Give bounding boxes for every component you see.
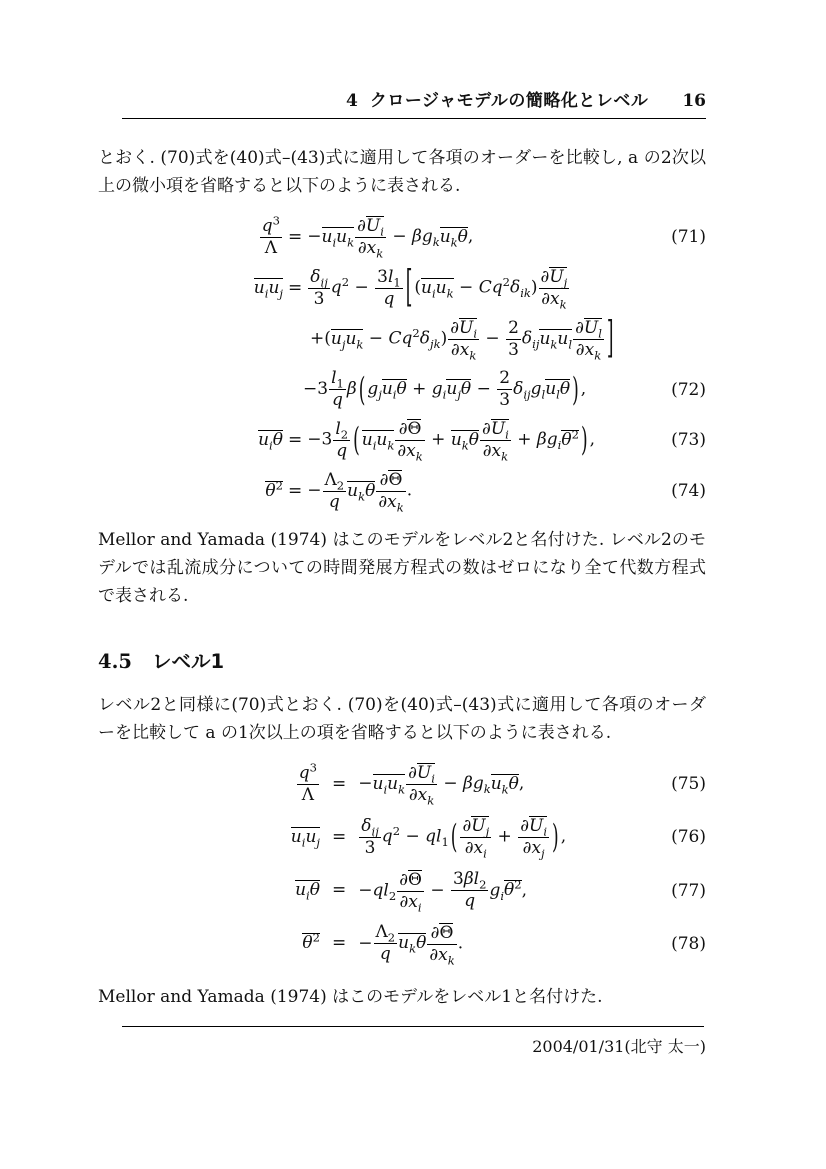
equation-lhs: $u_i\theta$ [258, 429, 283, 453]
equals-sign: = [288, 480, 303, 501]
equation-rhs: $-u_iu_k$ $\frac{\partial U_i}{\partial x_k}$ − $\beta g_ku_k\theta$, [307, 216, 474, 261]
page-number: 16 [682, 91, 706, 111]
equation-number: (73) [671, 430, 706, 451]
equation-number: (72) [671, 379, 706, 400]
equation-lhs: $\theta^2$ [302, 930, 320, 954]
equation-rhs: − $\frac{\Lambda_2}{q}$ $u_k\theta$ $\frac{\partial\Theta}{\partial x_k}$ . [307, 469, 413, 515]
section-heading-title: レベル1 [151, 650, 225, 674]
equation-number: (77) [671, 880, 706, 901]
running-head [98, 86, 706, 111]
equals-sign: = [288, 226, 303, 247]
running-head-section-title: クロージャモデルの簡略化とレベル [369, 91, 649, 111]
equation-lhs: $u_i\theta$ [295, 880, 320, 903]
equation-rhs: $+(u_ju_k - Cq^2\delta_{jk})$ $\frac{\partial U_i}{\partial x_k}$ − $\frac{2}{3}$ $\delta_{ij}u_ku_l$ $\frac{\partial U_l}{\partial x_k}$ ] [310, 313, 614, 365]
equation-rhs: − $\frac{\Lambda_2}{q}$ $u_k\theta$ $\frac{\partial\Theta}{\partial x_k}$ . [358, 922, 464, 967]
page-footer [98, 1026, 706, 1057]
equation-lhs: $\theta^2$ [265, 478, 283, 501]
equation-lhs: $u_iu_j$ [253, 277, 283, 301]
header-rule [122, 118, 706, 119]
equals-sign: = [288, 277, 303, 298]
equation-lhs: $u_iu_j$ [290, 827, 320, 850]
equation-number: (71) [671, 227, 706, 248]
equation-74 [98, 469, 706, 515]
equation-rhs: $\frac{\delta_{ij}}{3}$ $q^2$ − $\frac{3l_1}{q}$ [ $(u_iu_k - Cq^2\delta_{ik})$ $\frac{\partial U_j}{\partial x_k}$ [310, 262, 568, 314]
equation-number: (76) [671, 827, 706, 848]
equation-number: (75) [671, 774, 706, 795]
equation-rhs: −3 $\frac{l_2}{q}$ ( $u_iu_k$ $\frac{\partial\Theta}{\partial x_k}$ + $u_k\theta$ $\frac{\partial U_i}{\partial x_k}$ + $\beta g_i\theta^2$ ) , [307, 418, 595, 464]
equation-rhs: −3 $\frac{l_1}{q}$ β ( $g_ju_i\theta + g_iu_j\theta$ − $\frac{2}{3}$ $\delta_{ij}g_lu_l\theta$ ) , [303, 368, 587, 411]
equation-78 [98, 923, 706, 965]
equation-rhs: $\frac{\delta_{ij}}{3}$ $q^2 - ql_1$ ( $\frac{\partial U_j}{\partial x_i}$ + $\frac{\partial U_i}{\partial x_j}$ ) , [361, 815, 567, 861]
equation-block-level2 [98, 212, 706, 515]
equation-75 [98, 760, 706, 808]
equation-lhs: $\frac{q^3}{\Lambda}$ [261, 212, 280, 258]
equals-sign: = [332, 880, 347, 901]
equation-71 [98, 212, 706, 261]
equation-73 [98, 418, 706, 464]
section-heading-4-5 [98, 646, 706, 674]
equation-72-line2 [98, 313, 706, 365]
footer-date-author: 2004/01/31(北守 太一) [532, 1037, 706, 1056]
paragraph-intro-level1: レベル2と同様に(70)式とおく. (70)を(40)式–(43)式に適用して各項のオーダーを比較して a の1次以上の項を省略すると以下のように表される. [98, 695, 706, 744]
equation-lhs: $\frac{q^3}{\Lambda}$ [298, 760, 317, 805]
equals-sign: = [332, 933, 347, 954]
equation-76 [98, 815, 706, 861]
equals-sign: = [332, 827, 347, 847]
equation-rhs: $-ql_2$ $\frac{\partial\Theta}{\partial x_i}$ − $\frac{3\beta l_2}{q}$ $g_i\theta^2$, [358, 869, 528, 914]
equation-block-level1 [98, 760, 706, 967]
running-head-section-number: 4 [346, 91, 358, 111]
equation-number: (78) [671, 933, 706, 954]
equation-72-line1 [98, 262, 706, 314]
equation-72-line3 [98, 369, 706, 410]
footer-rule [122, 1026, 704, 1027]
paragraph-level2-naming: Mellor and Yamada (1974) はこのモデルをレベル2と名付けた. レベル2のモデルでは乱流成分についての時間発展方程式の数はゼロになり全て代数方程式で表される. [98, 530, 706, 607]
section-heading-number: 4.5 [98, 650, 132, 674]
paragraph-level1-naming: Mellor and Yamada (1974) はこのモデルをレベル1と名付けた. [98, 986, 603, 1007]
equation-rhs: $-u_iu_k$ $\frac{\partial U_i}{\partial x_k}$ − $\beta g_ku_k\theta$, [358, 763, 525, 808]
equation-number: (74) [671, 481, 706, 502]
equation-77 [98, 870, 706, 912]
equals-sign: = [288, 429, 303, 450]
paragraph-intro-level2: とおく. (70)式を(40)式–(43)式に適用して各項のオーダーを比較し, a の2次以上の微小項を省略すると以下のように表される. [98, 148, 706, 196]
equals-sign: = [332, 773, 347, 794]
page-content [98, 0, 706, 1011]
